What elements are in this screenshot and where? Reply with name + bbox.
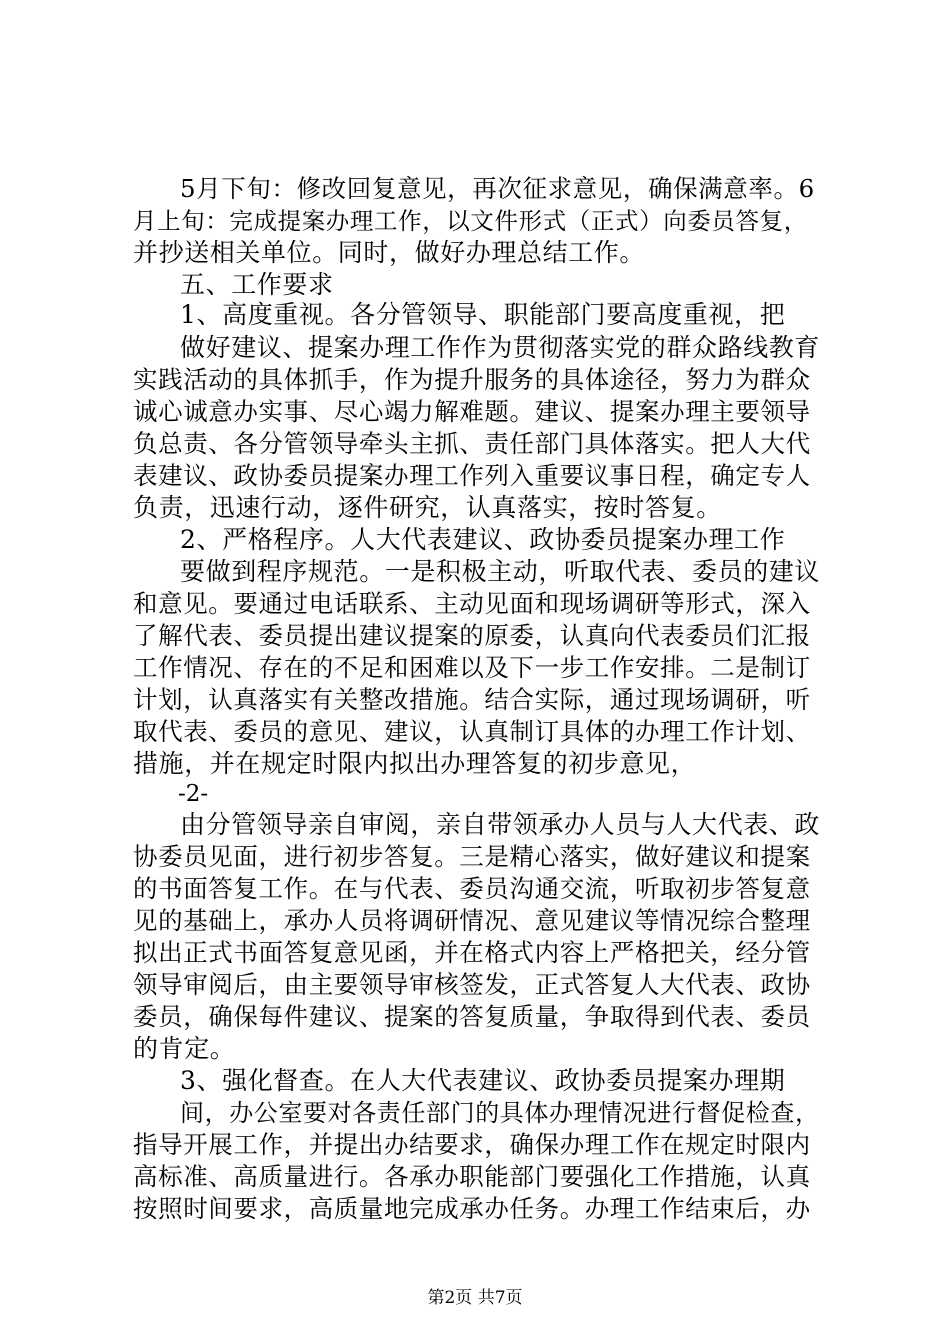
text-line: 的书面答复工作。在与代表、委员沟通交流，听取初步答复意 [133,874,811,903]
text-line: 拟出正式书面答复意见函，并在格式内容上严格把关，经分管 [133,938,811,967]
text-line: 协委员见面，进行初步答复。三是精心落实，做好建议和提案 [133,842,811,871]
text-line: 指导开展工作，并提出办结要求，确保办理工作在规定时限内 [133,1130,811,1159]
text-line: 负责，迅速行动，逐件研究，认真落实，按时答复。 [133,493,722,522]
text-line: 计划，认真落实有关整改措施。结合实际，通过现场调研，听 [133,685,811,714]
text-line: 并抄送相关单位。同时，做好办理总结工作。 [133,238,646,267]
page-footer: 第2页 共7页 [427,1288,523,1308]
text-line: 由分管领导亲自审阅，亲自带领承办人员与人大代表、政 [180,810,821,839]
text-line: 诚心诚意办实事、尽心竭力解难题。建议、提案办理主要领导 [133,397,811,426]
text-line: 2、严格程序。人大代表建议、政协委员提案办理工作 [180,525,786,554]
text-line: 了解代表、委员提出建议提案的原委，认真向代表委员们汇报 [133,621,811,650]
text-line: 月上旬：完成提案办理工作，以文件形式（正式）向委员答复， [133,207,808,235]
text-line: 见的基础上，承办人员将调研情况、意见建议等情况综合整理 [133,906,811,935]
page-marker: -2- [178,781,209,807]
text-line: 负总责、各分管领导牵头主抓、责任部门具体落实。把人大代 [133,429,811,458]
text-line: 要做到程序规范。一是积极主动，听取代表、委员的建议 [180,557,821,586]
text-line: 取代表、委员的意见、建议，认真制订具体的办理工作计划、 [133,717,811,746]
section-heading: 五、工作要求 [180,270,334,299]
text-line: 间，办公室要对各责任部门的具体办理情况进行督促检查， [180,1099,820,1127]
text-line: 和意见。要通过电话联系、主动见面和现场调研等形式，深入 [133,589,811,618]
text-line: 1、高度重视。各分管领导、职能部门要高度重视，把 [180,300,786,329]
text-line: 的肯定。 [133,1034,236,1063]
text-line: 委员，确保每件建议、提案的答复质量，争取得到代表、委员 [133,1002,811,1031]
text-line: 表建议、政协委员提案办理工作列入重要议事日程，确定专人 [133,461,811,490]
text-line: 5月下旬：修改回复意见，再次征求意见，确保满意率。6 [180,174,815,203]
text-line: 工作情况、存在的不足和困难以及下一步工作安排。二是制订 [133,653,811,682]
text-line: 做好建议、提案办理工作作为贯彻落实党的群众路线教育 [180,333,821,362]
text-line: 3、强化督查。在人大代表建议、政协委员提案办理期 [180,1066,786,1095]
text-line: 实践活动的具体抓手，作为提升服务的具体途径，努力为群众 [133,365,811,394]
text-line: 措施，并在规定时限内拟出办理答复的初步意见， [133,749,697,778]
text-line: 高标准、高质量进行。各承办职能部门要强化工作措施，认真 [133,1162,811,1191]
text-line: 按照时间要求，高质量地完成承办任务。办理工作结束后，办 [133,1194,811,1223]
text-line: 领导审阅后，由主要领导审核签发，正式答复人大代表、政协 [133,970,811,999]
